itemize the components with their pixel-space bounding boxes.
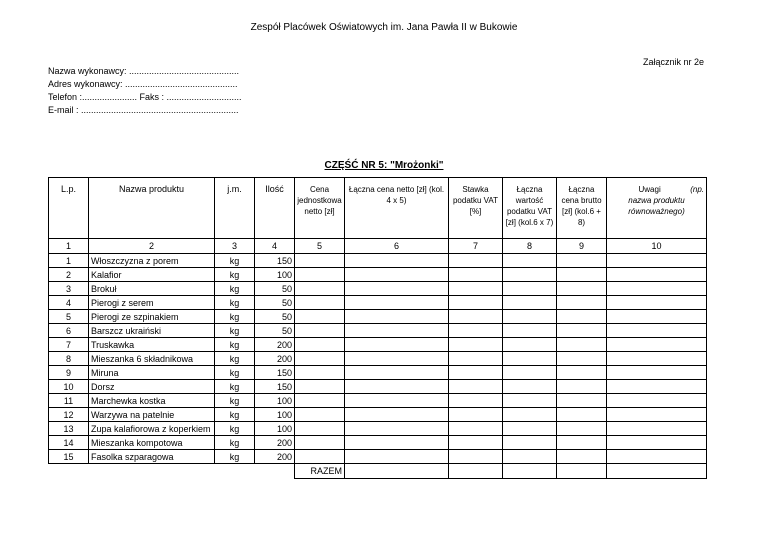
row-unit: kg <box>215 268 255 282</box>
row-gross[interactable] <box>557 338 607 352</box>
row-lp: 14 <box>49 436 89 450</box>
row-product-name: Marchewka kostka <box>89 394 215 408</box>
row-gross[interactable] <box>557 380 607 394</box>
table-row <box>49 310 707 324</box>
row-notes[interactable] <box>607 366 707 380</box>
row-lp: 11 <box>49 394 89 408</box>
row-notes[interactable] <box>607 324 707 338</box>
col-number: 9 <box>557 239 607 254</box>
col-number: 7 <box>449 239 503 254</box>
row-notes[interactable] <box>607 436 707 450</box>
row-total-net[interactable] <box>345 408 449 422</box>
row-vat-total[interactable] <box>503 352 557 366</box>
row-lp: 13 <box>49 422 89 436</box>
col-number: 2 <box>89 239 215 254</box>
row-vat-rate[interactable] <box>449 380 503 394</box>
row-product-name: Fasolka szparagowa <box>89 450 215 464</box>
row-product-name: Pierogi z serem <box>89 296 215 310</box>
row-unit: kg <box>215 380 255 394</box>
row-total-net[interactable] <box>345 394 449 408</box>
row-unit: kg <box>215 338 255 352</box>
row-notes[interactable] <box>607 268 707 282</box>
row-unit: kg <box>215 324 255 338</box>
row-qty: 200 <box>255 436 295 450</box>
table-row <box>49 352 707 366</box>
row-gross[interactable] <box>557 310 607 324</box>
row-total-net[interactable] <box>345 450 449 464</box>
row-total-net[interactable] <box>345 338 449 352</box>
table-row <box>49 436 707 450</box>
row-gross[interactable] <box>557 366 607 380</box>
row-qty: 150 <box>255 254 295 268</box>
row-unit-price[interactable] <box>295 450 345 464</box>
total-notes-cell <box>607 464 707 479</box>
col-number: 4 <box>255 239 295 254</box>
row-gross[interactable] <box>557 324 607 338</box>
row-notes[interactable] <box>607 254 707 268</box>
header-lp: L.p. <box>49 178 89 239</box>
total-vat-cell[interactable] <box>503 464 557 479</box>
row-unit-price[interactable] <box>295 366 345 380</box>
row-qty: 50 <box>255 282 295 296</box>
header-vat-rate: Stawka podatku VAT [%] <box>449 178 503 239</box>
header-qty: Ilość <box>255 178 295 239</box>
row-product-name: Miruna <box>89 366 215 380</box>
row-vat-rate[interactable] <box>449 324 503 338</box>
row-vat-total[interactable] <box>503 254 557 268</box>
document-title: Zespół Placówek Oświatowych im. Jana Pawła II w Bukowie <box>250 22 518 33</box>
row-gross[interactable] <box>557 352 607 366</box>
header-notes-label: Uwagi <box>638 185 661 194</box>
row-vat-rate[interactable] <box>449 268 503 282</box>
table-row <box>49 450 707 464</box>
row-product-name: Warzywa na patelnie <box>89 408 215 422</box>
row-notes[interactable] <box>607 282 707 296</box>
row-lp: 10 <box>49 380 89 394</box>
table-row <box>49 408 707 422</box>
table-row <box>49 324 707 338</box>
row-total-net[interactable] <box>345 310 449 324</box>
row-lp: 5 <box>49 310 89 324</box>
contractor-email-line: E-mail : ............................................................... <box>48 105 239 115</box>
row-product-name: Dorsz <box>89 380 215 394</box>
row-vat-total[interactable] <box>503 324 557 338</box>
row-product-name: Mieszanka kompotowa <box>89 436 215 450</box>
row-qty: 200 <box>255 338 295 352</box>
row-unit-price[interactable] <box>295 380 345 394</box>
row-vat-rate[interactable] <box>449 282 503 296</box>
row-product-name: Mieszanka 6 składnikowa <box>89 352 215 366</box>
row-notes[interactable] <box>607 310 707 324</box>
col-number: 6 <box>345 239 449 254</box>
col-number: 10 <box>607 239 707 254</box>
table-row <box>49 422 707 436</box>
row-vat-rate[interactable] <box>449 394 503 408</box>
total-gross-cell[interactable] <box>557 464 607 479</box>
row-gross[interactable] <box>557 408 607 422</box>
row-unit: kg <box>215 282 255 296</box>
part-title-text: CZĘŚĆ NR 5: "Mrożonki" <box>324 160 444 171</box>
row-unit: kg <box>215 408 255 422</box>
table-row <box>49 380 707 394</box>
row-gross[interactable] <box>557 436 607 450</box>
row-unit-price[interactable] <box>295 394 345 408</box>
part-title <box>0 160 768 171</box>
row-total-net[interactable] <box>345 422 449 436</box>
row-qty: 150 <box>255 366 295 380</box>
header-unit-price: Cena jednostkowa netto [zł] <box>295 178 345 239</box>
row-vat-total[interactable] <box>503 338 557 352</box>
row-vat-rate[interactable] <box>449 254 503 268</box>
row-unit-price[interactable] <box>295 352 345 366</box>
table-row <box>49 254 707 268</box>
row-vat-rate[interactable] <box>449 436 503 450</box>
contractor-name-line: Nazwa wykonawcy: ............................................ <box>48 66 240 76</box>
row-unit: kg <box>215 352 255 366</box>
row-vat-total[interactable] <box>503 296 557 310</box>
row-unit-price[interactable] <box>295 422 345 436</box>
row-vat-rate[interactable] <box>449 450 503 464</box>
row-lp: 3 <box>49 282 89 296</box>
row-total-net[interactable] <box>345 268 449 282</box>
row-total-net[interactable] <box>345 352 449 366</box>
row-vat-rate[interactable] <box>449 338 503 352</box>
row-notes[interactable] <box>607 394 707 408</box>
row-gross[interactable] <box>557 422 607 436</box>
row-notes[interactable] <box>607 352 707 366</box>
row-qty: 50 <box>255 324 295 338</box>
row-qty: 100 <box>255 422 295 436</box>
col-number: 8 <box>503 239 557 254</box>
row-unit-price[interactable] <box>295 436 345 450</box>
total-net-cell[interactable] <box>345 464 449 479</box>
row-vat-total[interactable] <box>503 310 557 324</box>
row-product-name: Kalafior <box>89 268 215 282</box>
row-lp: 7 <box>49 338 89 352</box>
row-vat-rate[interactable] <box>449 352 503 366</box>
row-notes[interactable] <box>607 422 707 436</box>
row-lp: 9 <box>49 366 89 380</box>
table-row <box>49 296 707 310</box>
col-number: 1 <box>49 239 89 254</box>
row-product-name: Włoszczyzna z porem <box>89 254 215 268</box>
row-vat-total[interactable] <box>503 268 557 282</box>
row-notes[interactable] <box>607 338 707 352</box>
row-vat-total[interactable] <box>503 366 557 380</box>
row-unit-price[interactable] <box>295 310 345 324</box>
row-unit: kg <box>215 450 255 464</box>
row-notes[interactable] <box>607 408 707 422</box>
table-row <box>49 282 707 296</box>
row-unit-price[interactable] <box>295 254 345 268</box>
row-vat-total[interactable] <box>503 380 557 394</box>
header-unit: j.m. <box>215 178 255 239</box>
row-gross[interactable] <box>557 296 607 310</box>
row-total-net[interactable] <box>345 254 449 268</box>
row-lp: 4 <box>49 296 89 310</box>
column-number-row <box>49 239 707 254</box>
row-qty: 50 <box>255 296 295 310</box>
row-total-net[interactable] <box>345 366 449 380</box>
product-table <box>48 177 707 479</box>
row-unit: kg <box>215 394 255 408</box>
row-lp: 1 <box>49 254 89 268</box>
col-number: 5 <box>295 239 345 254</box>
row-total-net[interactable] <box>345 436 449 450</box>
row-unit: kg <box>215 254 255 268</box>
row-product-name: Barszcz ukraiński <box>89 324 215 338</box>
row-unit: kg <box>215 436 255 450</box>
header-total-net: Łączna cena netto [zł] (kol. 4 x 5) <box>345 178 449 239</box>
row-lp: 8 <box>49 352 89 366</box>
header-gross: Łączna cena brutto [zł] (kol.6 + 8) <box>557 178 607 239</box>
row-lp: 6 <box>49 324 89 338</box>
row-unit: kg <box>215 296 255 310</box>
row-gross[interactable] <box>557 394 607 408</box>
header-notes <box>607 178 707 239</box>
contractor-address-line: Adres wykonawcy: ............................................. <box>48 79 238 89</box>
row-vat-total[interactable] <box>503 408 557 422</box>
header-notes-detail: nazwa produktu równoważnego) <box>628 196 685 216</box>
row-notes[interactable] <box>607 450 707 464</box>
row-vat-rate[interactable] <box>449 366 503 380</box>
row-unit-price[interactable] <box>295 408 345 422</box>
table-body <box>49 254 707 464</box>
row-unit-price[interactable] <box>295 338 345 352</box>
total-vat-rate-cell <box>449 464 503 479</box>
row-lp: 15 <box>49 450 89 464</box>
row-vat-rate[interactable] <box>449 422 503 436</box>
row-unit: kg <box>215 366 255 380</box>
row-product-name: Zupa kalafiorowa z koperkiem <box>89 422 215 436</box>
row-total-net[interactable] <box>345 380 449 394</box>
row-vat-rate[interactable] <box>449 310 503 324</box>
row-vat-total[interactable] <box>503 282 557 296</box>
row-gross[interactable] <box>557 268 607 282</box>
row-qty: 150 <box>255 380 295 394</box>
row-lp: 2 <box>49 268 89 282</box>
total-row-spacer <box>49 464 295 479</box>
row-qty: 100 <box>255 394 295 408</box>
row-vat-rate[interactable] <box>449 408 503 422</box>
row-qty: 50 <box>255 310 295 324</box>
row-unit-price[interactable] <box>295 296 345 310</box>
row-vat-total[interactable] <box>503 422 557 436</box>
table-row <box>49 338 707 352</box>
row-vat-total[interactable] <box>503 436 557 450</box>
row-unit-price[interactable] <box>295 268 345 282</box>
row-gross[interactable] <box>557 282 607 296</box>
row-unit: kg <box>215 422 255 436</box>
header-vat-total: Łączna wartość podatku VAT [zł] (kol.6 x 7) <box>503 178 557 239</box>
total-label: RAZEM <box>295 464 345 479</box>
row-qty: 200 <box>255 450 295 464</box>
row-unit: kg <box>215 310 255 324</box>
header-name: Nazwa produktu <box>89 178 215 239</box>
row-vat-total[interactable] <box>503 394 557 408</box>
row-lp: 12 <box>49 408 89 422</box>
row-gross[interactable] <box>557 254 607 268</box>
row-notes[interactable] <box>607 296 707 310</box>
row-product-name: Truskawka <box>89 338 215 352</box>
table-row <box>49 268 707 282</box>
row-unit-price[interactable] <box>295 324 345 338</box>
row-total-net[interactable] <box>345 282 449 296</box>
header-notes-eg: (np. <box>690 185 704 194</box>
row-notes[interactable] <box>607 380 707 394</box>
row-qty: 100 <box>255 408 295 422</box>
row-qty: 200 <box>255 352 295 366</box>
contractor-phone-fax-line: Telefon :...................... Faks : .............................. <box>48 92 242 102</box>
table-row <box>49 394 707 408</box>
row-total-net[interactable] <box>345 296 449 310</box>
row-qty: 100 <box>255 268 295 282</box>
table-row <box>49 366 707 380</box>
row-product-name: Pierogi ze szpinakiem <box>89 310 215 324</box>
annex-label: Załącznik nr 2e <box>642 57 704 67</box>
table-header-row <box>49 178 707 239</box>
total-row <box>49 464 707 479</box>
col-number: 3 <box>215 239 255 254</box>
row-gross[interactable] <box>557 450 607 464</box>
row-product-name: Brokuł <box>89 282 215 296</box>
row-total-net[interactable] <box>345 324 449 338</box>
row-vat-rate[interactable] <box>449 296 503 310</box>
row-vat-total[interactable] <box>503 450 557 464</box>
row-unit-price[interactable] <box>295 282 345 296</box>
